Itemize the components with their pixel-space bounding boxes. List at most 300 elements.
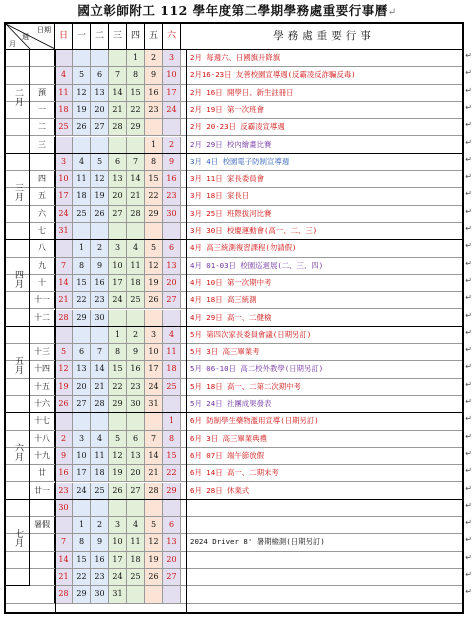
week-cell xyxy=(30,50,55,66)
week-cell: 四 xyxy=(30,171,55,187)
date-cell: 7 xyxy=(145,431,163,447)
event-text: 6月 3日 高三畢業典禮 xyxy=(190,433,267,443)
date-cell xyxy=(163,223,181,239)
date-cell xyxy=(127,223,145,239)
header-day-1: 一 xyxy=(73,24,91,49)
week-cell: 三 xyxy=(30,137,55,153)
date-cell: 14 xyxy=(127,171,145,187)
week-cell: 五 xyxy=(30,188,55,204)
date-cell: 1 xyxy=(109,327,127,343)
event-cell xyxy=(186,413,462,429)
date-cell: 29 xyxy=(73,310,91,326)
date-cell: 12 xyxy=(109,448,127,464)
month-label: 三月 xyxy=(13,183,23,202)
date-cell: 19 xyxy=(55,379,73,395)
date-cell xyxy=(109,223,127,239)
corner-month-label: 月 xyxy=(9,40,16,48)
date-cell: 31 xyxy=(55,223,73,239)
table-row xyxy=(6,67,462,84)
date-cell: 15 xyxy=(73,275,91,291)
date-cell: 18 xyxy=(55,102,73,118)
month-block xyxy=(6,327,30,414)
date-cell: 26 xyxy=(145,292,163,308)
paragraph-mark-icon: ↵ xyxy=(465,310,472,320)
table-row xyxy=(6,240,462,257)
corner-day-label: 日期 xyxy=(37,26,51,34)
date-cell xyxy=(163,119,181,135)
date-cell xyxy=(145,223,163,239)
date-cell: 18 xyxy=(163,361,181,377)
date-cell: 28 xyxy=(91,396,109,412)
date-cell xyxy=(145,586,163,602)
event-cell xyxy=(186,137,462,153)
date-cell: 9 xyxy=(127,344,145,360)
table-row xyxy=(6,569,462,586)
month-label: 二月 xyxy=(13,87,23,106)
date-cell: 4 xyxy=(55,67,73,83)
date-cell: 24 xyxy=(109,569,127,585)
date-cell: 30 xyxy=(91,310,109,326)
event-text: 6月 28日 休業式 xyxy=(190,485,250,495)
event-text: 2月 每週六、日國旗升降旗 xyxy=(190,53,281,62)
table-row xyxy=(6,431,462,448)
event-cell xyxy=(186,223,462,239)
month-label: 五月 xyxy=(13,356,23,375)
event-text: 3月 30日 校慶運動會(高一、二、三) xyxy=(190,226,318,235)
month-block xyxy=(6,413,30,500)
date-cell: 19 xyxy=(91,188,109,204)
date-cell xyxy=(91,500,109,516)
date-cell: 6 xyxy=(109,154,127,170)
date-cell: 13 xyxy=(163,534,181,550)
event-cell xyxy=(186,119,462,135)
event-cell xyxy=(186,344,462,360)
paragraph-mark-icon: ↵ xyxy=(465,154,472,164)
week-cell: 十一 xyxy=(30,292,55,308)
paragraph-mark-icon: ↵ xyxy=(465,68,472,78)
table-header xyxy=(6,24,462,50)
date-cell: 27 xyxy=(163,569,181,585)
paragraph-mark-icon: ↵ xyxy=(465,518,472,528)
date-cell: 23 xyxy=(163,188,181,204)
table-row xyxy=(6,396,462,413)
date-cell: 6 xyxy=(163,517,181,533)
table-row xyxy=(6,206,462,223)
date-cell: 10 xyxy=(145,344,163,360)
paragraph-mark-icon: ↵ xyxy=(465,327,472,337)
date-cell: 5 xyxy=(109,431,127,447)
week-cell xyxy=(30,569,55,585)
week-cell: 暑假 xyxy=(30,517,55,533)
date-cell: 6 xyxy=(73,344,91,360)
date-cell xyxy=(55,517,73,533)
event-text: 2月16-23日 友善校園宣導週(反霸凌反詐騙反毒) xyxy=(190,70,356,80)
paragraph-mark-icon: ↵ xyxy=(465,466,472,476)
date-cell: 23 xyxy=(91,569,109,585)
date-cell: 21 xyxy=(91,379,109,395)
date-cell: 12 xyxy=(73,85,91,101)
date-cell xyxy=(55,327,73,343)
date-cell: 10 xyxy=(55,171,73,187)
paragraph-mark-icon: ↵ xyxy=(465,362,472,372)
date-cell: 26 xyxy=(91,206,109,222)
month-label: 四月 xyxy=(13,269,23,288)
date-cell: 13 xyxy=(91,85,109,101)
date-cell xyxy=(127,500,145,516)
date-cell: 7 xyxy=(127,154,145,170)
date-cell: 12 xyxy=(55,361,73,377)
date-cell: 1 xyxy=(73,517,91,533)
event-cell xyxy=(186,534,462,550)
date-cell: 18 xyxy=(91,465,109,481)
event-cell xyxy=(186,67,462,83)
table-row xyxy=(6,102,462,119)
event-cell xyxy=(186,171,462,187)
date-cell xyxy=(163,396,181,412)
event-cell xyxy=(186,465,462,481)
week-cell: 六 xyxy=(30,206,55,222)
date-cell xyxy=(145,413,163,429)
date-cell: 25 xyxy=(55,119,73,135)
paragraph-mark-icon: ↵ xyxy=(465,85,472,95)
month-label: 六月 xyxy=(13,442,23,461)
date-cell xyxy=(91,223,109,239)
date-cell: 3 xyxy=(109,240,127,256)
date-cell: 20 xyxy=(73,379,91,395)
date-cell xyxy=(127,137,145,153)
date-cell: 27 xyxy=(127,483,145,499)
event-text: 5月 24日 社團成果發表 xyxy=(190,399,272,408)
date-cell: 2 xyxy=(145,50,163,66)
date-cell: 12 xyxy=(91,171,109,187)
event-cell xyxy=(186,240,462,256)
week-cell: 九 xyxy=(30,258,55,274)
table-row xyxy=(6,50,462,67)
date-cell: 29 xyxy=(163,483,181,499)
date-cell: 23 xyxy=(145,102,163,118)
event-text: 4月 10日 第一次期中考 xyxy=(190,277,272,287)
event-text: 4月 高三統測複習課程(勿請假) xyxy=(190,243,297,253)
event-text: 6月 07日 端午節放假 xyxy=(190,450,264,460)
header-day-3: 三 xyxy=(109,24,127,49)
date-cell: 29 xyxy=(73,586,91,602)
date-cell: 6 xyxy=(163,240,181,256)
date-cell: 1 xyxy=(163,413,181,429)
date-cell: 3 xyxy=(109,517,127,533)
week-cell xyxy=(30,552,55,568)
date-cell xyxy=(73,137,91,153)
week-cell: 十五 xyxy=(30,379,55,395)
date-cell: 9 xyxy=(91,258,109,274)
date-cell: 20 xyxy=(163,552,181,568)
date-cell: 26 xyxy=(109,483,127,499)
table-row xyxy=(6,552,462,569)
table-row xyxy=(6,137,462,154)
header-day-5: 五 xyxy=(145,24,163,49)
date-cell: 10 xyxy=(163,67,181,83)
event-cell xyxy=(186,310,462,326)
event-cell xyxy=(186,275,462,291)
week-cell: 廿一 xyxy=(30,483,55,499)
table-row xyxy=(6,188,462,205)
date-cell: 22 xyxy=(109,379,127,395)
date-cell xyxy=(91,137,109,153)
date-cell: 15 xyxy=(109,361,127,377)
date-cell xyxy=(127,413,145,429)
column-divider xyxy=(186,50,187,614)
date-cell xyxy=(127,586,145,602)
paragraph-mark-icon: ↵ xyxy=(465,51,472,60)
table-row xyxy=(6,327,462,344)
date-cell: 2 xyxy=(127,327,145,343)
month-separator xyxy=(6,326,462,327)
date-cell: 5 xyxy=(91,154,109,170)
date-cell: 19 xyxy=(73,102,91,118)
event-cell xyxy=(186,154,462,170)
date-cell: 2 xyxy=(55,431,73,447)
date-cell: 21 xyxy=(55,569,73,585)
date-cell: 30 xyxy=(55,500,73,516)
date-cell: 4 xyxy=(127,240,145,256)
week-cell: 十七 xyxy=(30,413,55,429)
date-cell xyxy=(163,310,181,326)
date-cell: 5 xyxy=(73,67,91,83)
paragraph-marks xyxy=(464,22,474,621)
date-cell: 16 xyxy=(163,171,181,187)
table-row xyxy=(6,275,462,292)
date-cell: 18 xyxy=(73,188,91,204)
week-cell: 一 xyxy=(30,102,55,118)
date-cell: 22 xyxy=(127,102,145,118)
date-cell xyxy=(109,413,127,429)
date-cell: 2 xyxy=(91,240,109,256)
paragraph-mark-icon: ↵ xyxy=(465,431,472,441)
date-cell: 21 xyxy=(127,188,145,204)
paragraph-mark-icon: ↵ xyxy=(465,483,472,493)
month-separator xyxy=(6,239,462,240)
date-cell: 25 xyxy=(163,379,181,395)
paragraph-mark-icon: ↵ xyxy=(465,379,472,389)
date-cell: 21 xyxy=(55,292,73,308)
paragraph-mark-icon: ↵ xyxy=(387,7,397,18)
calendar-table xyxy=(4,22,464,614)
week-cell xyxy=(30,500,55,516)
event-text: 5月 18日 高一、二第二次期中考 xyxy=(190,381,301,391)
date-cell xyxy=(73,500,91,516)
event-cell xyxy=(186,85,462,101)
event-text: 3月 4日 校園電子防制宣導週 xyxy=(190,156,290,166)
date-cell xyxy=(73,413,91,429)
paragraph-mark-icon: ↵ xyxy=(465,552,472,562)
date-cell: 7 xyxy=(55,534,73,550)
date-cell: 19 xyxy=(145,275,163,291)
table-row xyxy=(6,119,462,136)
paragraph-mark-icon: ↵ xyxy=(465,345,472,355)
date-cell: 17 xyxy=(109,552,127,568)
paragraph-mark-icon: ↵ xyxy=(465,500,472,510)
week-cell: 預 xyxy=(30,85,55,101)
date-cell: 11 xyxy=(163,344,181,360)
date-cell xyxy=(55,413,73,429)
date-cell: 22 xyxy=(163,465,181,481)
week-cell: 十八 xyxy=(30,431,55,447)
date-cell: 18 xyxy=(127,552,145,568)
paragraph-mark-icon: ↵ xyxy=(465,258,472,268)
date-cell: 13 xyxy=(109,171,127,187)
event-cell xyxy=(186,258,462,274)
event-text: 4月 01-03日 校園巡迴展(二、三、四) xyxy=(190,260,324,270)
date-cell xyxy=(109,50,127,66)
date-cell: 8 xyxy=(73,258,91,274)
paragraph-mark-icon: ↵ xyxy=(465,587,472,597)
event-text: 6月 14日 高一、二期末考 xyxy=(190,468,279,478)
date-cell xyxy=(55,137,73,153)
date-cell: 20 xyxy=(127,465,145,481)
paragraph-mark-icon: ↵ xyxy=(465,137,472,147)
date-cell: 20 xyxy=(109,188,127,204)
date-cell xyxy=(73,50,91,66)
date-cell: 27 xyxy=(163,292,181,308)
date-cell: 28 xyxy=(55,310,73,326)
title-text: 國立彰師附工 112 學年度第二學期學務處重要行事曆 xyxy=(77,3,388,18)
paragraph-mark-icon: ↵ xyxy=(465,120,472,130)
table-row xyxy=(6,534,462,551)
month-separator xyxy=(6,499,462,500)
date-cell: 5 xyxy=(145,240,163,256)
table-row xyxy=(6,310,462,327)
date-cell: 17 xyxy=(109,275,127,291)
week-cell xyxy=(30,154,55,170)
event-cell xyxy=(186,379,462,395)
date-cell: 9 xyxy=(91,534,109,550)
header-corner xyxy=(6,24,55,49)
date-cell: 16 xyxy=(55,465,73,481)
date-cell: 7 xyxy=(109,67,127,83)
date-cell: 14 xyxy=(109,85,127,101)
table-row xyxy=(6,258,462,275)
date-cell: 20 xyxy=(91,102,109,118)
date-cell: 17 xyxy=(145,361,163,377)
date-cell: 3 xyxy=(145,327,163,343)
table-row xyxy=(6,85,462,102)
date-cell xyxy=(91,50,109,66)
date-cell: 10 xyxy=(109,258,127,274)
date-cell xyxy=(91,413,109,429)
week-cell: 二 xyxy=(30,119,55,135)
date-cell: 7 xyxy=(91,344,109,360)
date-cell: 27 xyxy=(109,206,127,222)
week-cell: 八 xyxy=(30,240,55,256)
table-row xyxy=(6,448,462,465)
month-label: 七月 xyxy=(13,529,23,548)
date-cell: 27 xyxy=(73,396,91,412)
event-text: 4月 18日 高三統測 xyxy=(190,295,257,305)
date-cell: 10 xyxy=(109,534,127,550)
event-cell xyxy=(186,431,462,447)
paragraph-mark-icon: ↵ xyxy=(465,414,472,424)
paragraph-mark-icon: ↵ xyxy=(465,275,472,285)
date-cell: 4 xyxy=(73,154,91,170)
header-day-0: 日 xyxy=(55,24,73,49)
date-cell: 9 xyxy=(145,67,163,83)
paragraph-mark-icon: ↵ xyxy=(465,535,472,545)
date-cell: 14 xyxy=(145,448,163,464)
date-cell: 11 xyxy=(127,534,145,550)
date-cell: 6 xyxy=(127,431,145,447)
date-cell: 15 xyxy=(145,171,163,187)
paragraph-mark-icon: ↵ xyxy=(465,102,472,112)
event-cell xyxy=(186,188,462,204)
date-cell: 5 xyxy=(55,344,73,360)
date-cell: 4 xyxy=(91,431,109,447)
date-cell: 13 xyxy=(163,258,181,274)
date-cell xyxy=(91,327,109,343)
event-text: 5月 06-10日 高二校外教學(日期另訂) xyxy=(190,364,324,374)
event-text: 5月 3日 高三畢業考 xyxy=(190,347,260,357)
table-row xyxy=(6,379,462,396)
date-cell: 23 xyxy=(91,292,109,308)
date-cell: 30 xyxy=(163,206,181,222)
paragraph-mark-icon: ↵ xyxy=(465,189,472,199)
date-cell: 16 xyxy=(127,361,145,377)
header-day-2: 二 xyxy=(91,24,109,49)
date-cell: 2 xyxy=(163,137,181,153)
event-cell xyxy=(186,361,462,377)
date-cell: 25 xyxy=(127,569,145,585)
date-cell: 5 xyxy=(145,517,163,533)
date-cell: 23 xyxy=(55,483,73,499)
date-cell: 18 xyxy=(127,275,145,291)
date-cell xyxy=(145,119,163,135)
date-cell: 15 xyxy=(73,552,91,568)
event-text: 3月 25日 班際拔河比賽 xyxy=(190,208,272,218)
week-cell: 十三 xyxy=(30,344,55,360)
date-cell: 7 xyxy=(55,258,73,274)
month-block xyxy=(6,154,30,241)
table-row xyxy=(6,483,462,500)
event-cell xyxy=(186,552,462,568)
date-cell: 1 xyxy=(145,137,163,153)
date-cell xyxy=(145,310,163,326)
date-cell: 30 xyxy=(91,586,109,602)
date-cell: 14 xyxy=(55,275,73,291)
month-block xyxy=(6,50,30,154)
date-cell: 28 xyxy=(127,206,145,222)
date-cell: 11 xyxy=(127,258,145,274)
week-cell xyxy=(30,327,55,343)
date-cell: 15 xyxy=(127,85,145,101)
date-cell: 24 xyxy=(163,102,181,118)
week-cell: 十四 xyxy=(30,361,55,377)
date-cell xyxy=(163,500,181,516)
date-cell: 13 xyxy=(73,361,91,377)
date-cell: 24 xyxy=(55,206,73,222)
date-cell: 17 xyxy=(55,188,73,204)
paragraph-mark-icon: ↵ xyxy=(465,241,472,251)
event-cell xyxy=(186,206,462,222)
date-cell: 22 xyxy=(73,292,91,308)
date-cell: 26 xyxy=(145,569,163,585)
date-cell: 3 xyxy=(55,154,73,170)
table-row xyxy=(6,413,462,430)
date-cell: 22 xyxy=(145,188,163,204)
table-row xyxy=(6,292,462,309)
column-divider xyxy=(55,50,56,614)
table-row xyxy=(6,465,462,482)
event-text: 6月 防制學生藥物濫用宣導(日期另訂) xyxy=(190,416,319,426)
date-cell: 8 xyxy=(109,344,127,360)
date-cell xyxy=(73,327,91,343)
